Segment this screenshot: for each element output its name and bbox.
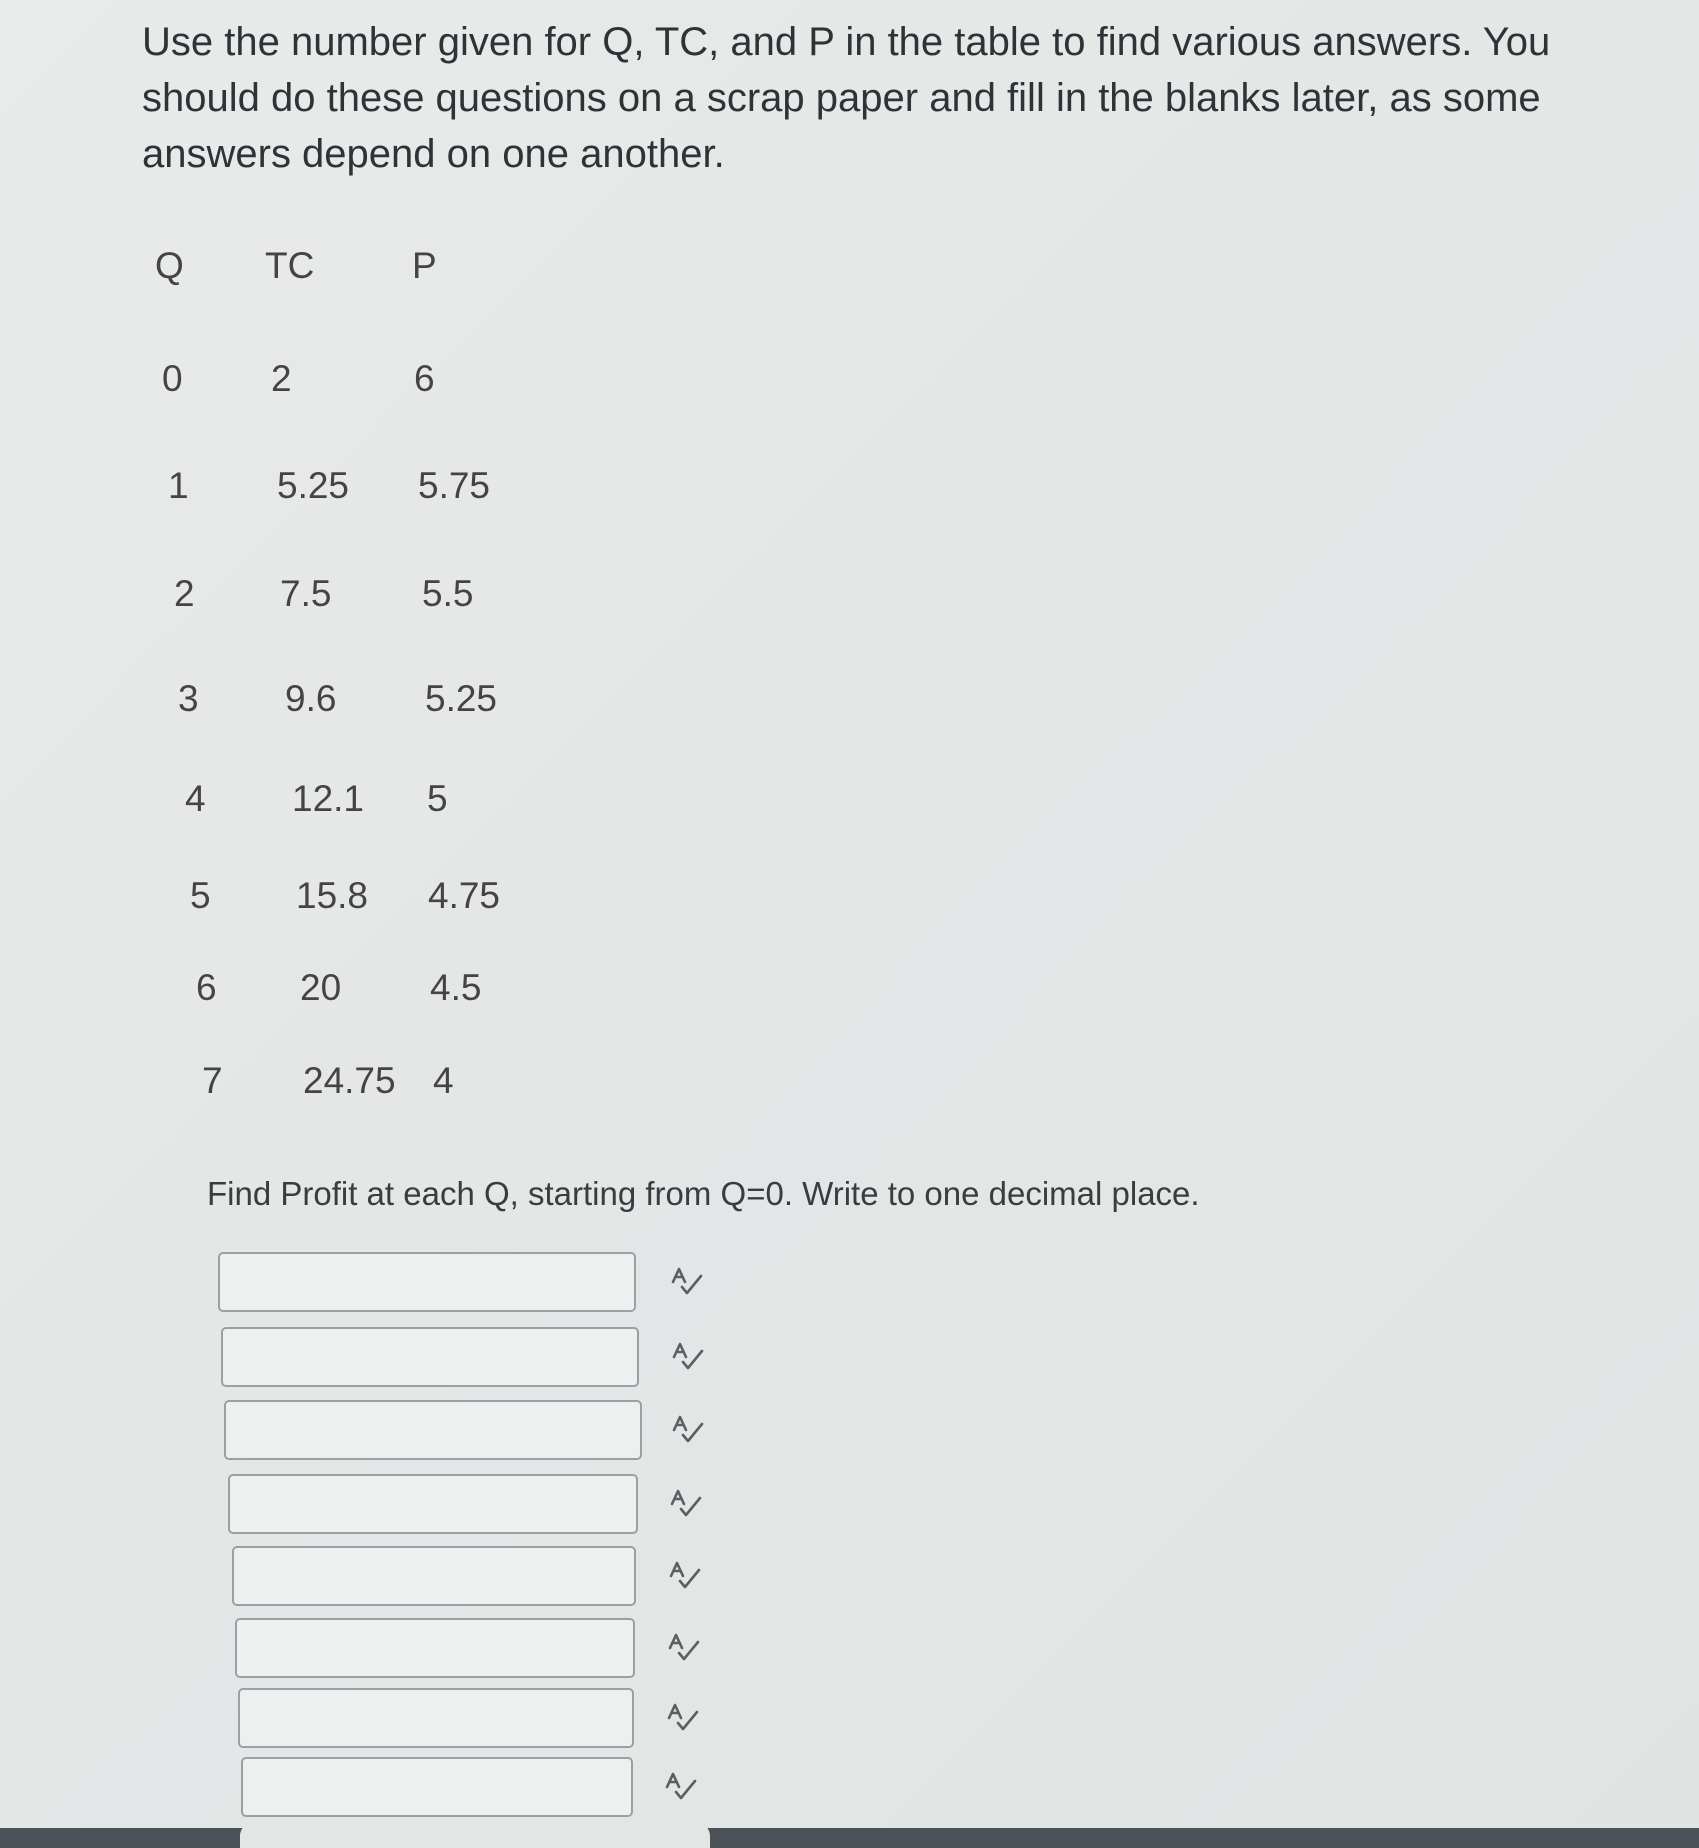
cell-p: 6 bbox=[414, 358, 435, 399]
cell-tc: 15.8 bbox=[296, 875, 369, 916]
bottom-tab bbox=[240, 1822, 710, 1848]
cell-tc: 9.6 bbox=[285, 678, 337, 719]
spellcheck-icon[interactable] bbox=[668, 1560, 702, 1590]
header-p: P bbox=[412, 245, 437, 286]
cell-q: 1 bbox=[168, 465, 189, 506]
cell-q: 0 bbox=[162, 358, 183, 399]
spellcheck-icon[interactable] bbox=[670, 1266, 704, 1296]
cell-p: 5 bbox=[427, 778, 448, 819]
cell-q: 5 bbox=[190, 875, 211, 916]
profit-answer-input[interactable] bbox=[221, 1327, 639, 1387]
cell-tc: 7.5 bbox=[280, 573, 332, 614]
spellcheck-icon[interactable] bbox=[664, 1771, 698, 1801]
header-tc: TC bbox=[265, 245, 315, 286]
instructions-text: Use the number given for Q, TC, and P in the table to find various answers. You should do these questions on a scrap paper and fill in the blanks later, as some answers depend on one another. bbox=[142, 20, 1551, 176]
spellcheck-icon[interactable] bbox=[667, 1632, 701, 1662]
cell-tc: 5.25 bbox=[277, 465, 350, 506]
cell-q: 6 bbox=[196, 967, 217, 1008]
cell-p: 5.5 bbox=[422, 573, 474, 614]
cell-tc: 12.1 bbox=[292, 778, 365, 819]
cell-q: 3 bbox=[178, 678, 199, 719]
profit-answer-input[interactable] bbox=[218, 1252, 636, 1312]
profit-answer-input[interactable] bbox=[235, 1618, 635, 1678]
profit-question-prompt: Find Profit at each Q, starting from Q=0. Write to one decimal place. bbox=[207, 1175, 1200, 1212]
cell-q: 2 bbox=[174, 573, 195, 614]
cell-tc: 20 bbox=[300, 967, 342, 1008]
cell-tc: 24.75 bbox=[303, 1060, 396, 1101]
cell-p: 4 bbox=[433, 1060, 454, 1101]
cell-q: 4 bbox=[185, 778, 206, 819]
profit-answer-input[interactable] bbox=[232, 1546, 636, 1606]
cell-p: 4.5 bbox=[430, 967, 482, 1008]
cell-p: 5.25 bbox=[425, 678, 498, 719]
cell-tc: 2 bbox=[271, 358, 292, 399]
profit-answer-input[interactable] bbox=[228, 1474, 638, 1534]
cell-p: 4.75 bbox=[428, 875, 501, 916]
spellcheck-icon[interactable] bbox=[666, 1702, 700, 1732]
header-q: Q bbox=[155, 245, 184, 286]
profit-answer-input[interactable] bbox=[241, 1757, 633, 1817]
spellcheck-icon[interactable] bbox=[671, 1341, 705, 1371]
spellcheck-icon[interactable] bbox=[669, 1488, 703, 1518]
profit-answer-input[interactable] bbox=[224, 1400, 642, 1460]
cell-q: 7 bbox=[202, 1060, 223, 1101]
spellcheck-icon[interactable] bbox=[671, 1414, 705, 1444]
profit-answer-input[interactable] bbox=[238, 1688, 634, 1748]
cell-p: 5.75 bbox=[418, 465, 491, 506]
